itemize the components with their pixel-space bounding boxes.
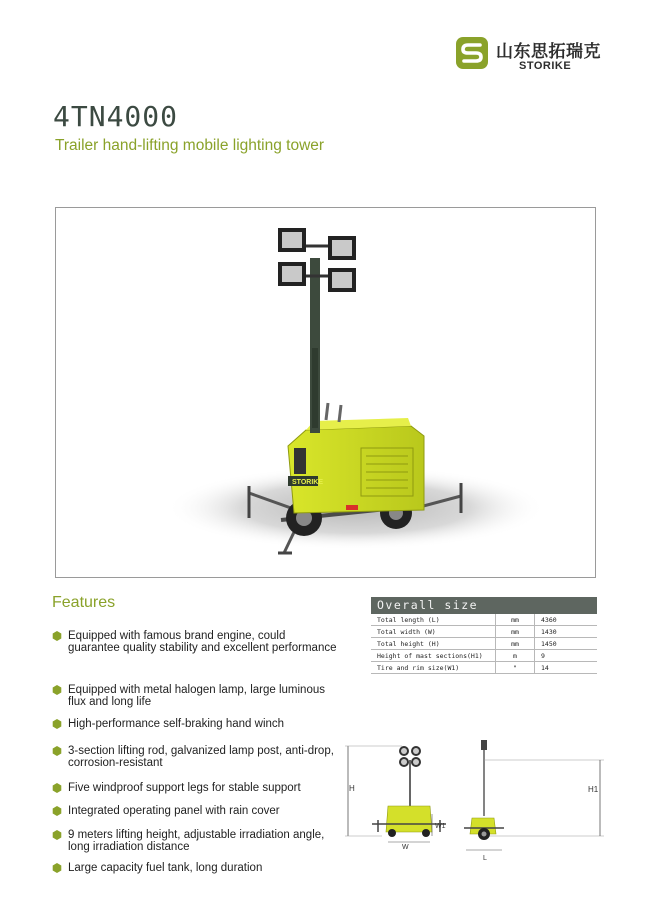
hexagon-bullet-icon <box>52 719 62 729</box>
hexagon-bullet-icon <box>52 685 62 695</box>
spec-unit: mm <box>496 626 535 638</box>
front-width-label: W <box>402 844 409 851</box>
spec-unit: mm <box>496 614 535 626</box>
storike-logo-icon <box>455 36 489 70</box>
spec-value: 1450 <box>535 638 598 650</box>
brand-name-english: STORIKE <box>519 60 572 72</box>
brand-logo <box>455 36 615 76</box>
mast-height-label: H1 <box>588 785 599 794</box>
table-row <box>371 638 597 650</box>
overall-size-panel <box>371 597 597 674</box>
table-row <box>371 614 597 626</box>
product-photo-frame <box>55 207 596 578</box>
features-heading: Features <box>52 594 116 611</box>
spec-value: 1430 <box>535 626 598 638</box>
overall-size-heading: Overall size <box>371 597 597 614</box>
product-model-title: 4TN4000 <box>53 100 179 133</box>
spec-unit: " <box>496 662 535 674</box>
spec-value: 9 <box>535 650 598 662</box>
spec-unit: m <box>496 650 535 662</box>
spec-value: 4360 <box>535 614 598 626</box>
spec-unit: mm <box>496 638 535 650</box>
lighting-tower-illustration <box>56 208 595 577</box>
table-row <box>371 626 597 638</box>
machine-brand-label: STORIKE <box>292 479 323 486</box>
hexagon-bullet-icon <box>52 863 62 873</box>
length-label: L <box>483 855 487 862</box>
overall-size-table <box>371 614 597 674</box>
spec-label: Total length (L) <box>371 614 496 626</box>
brand-name-chinese: 山东思拓瑞克 <box>496 42 601 62</box>
front-height-label: H <box>349 784 355 793</box>
front-view-drawing <box>345 746 446 851</box>
table-row <box>371 650 597 662</box>
hexagon-bullet-icon <box>52 746 62 756</box>
hexagon-bullet-icon <box>52 806 62 816</box>
dimension-drawings <box>342 736 612 866</box>
spec-label: Total width (W) <box>371 626 496 638</box>
product-subtitle: Trailer hand-lifting mobile lighting tower <box>55 137 325 154</box>
hexagon-bullet-icon <box>52 631 62 641</box>
spec-value: 14 <box>535 662 598 674</box>
tire-size-label: W1 <box>435 823 446 830</box>
hexagon-bullet-icon <box>52 830 62 840</box>
table-row <box>371 662 597 674</box>
hexagon-bullet-icon <box>52 783 62 793</box>
spec-label: Height of mast sections(H1) <box>371 650 496 662</box>
spec-label: Total height (H) <box>371 638 496 650</box>
side-view-drawing <box>464 740 604 862</box>
dimension-diagram <box>342 736 612 866</box>
spec-label: Tire and rim size(W1) <box>371 662 496 674</box>
